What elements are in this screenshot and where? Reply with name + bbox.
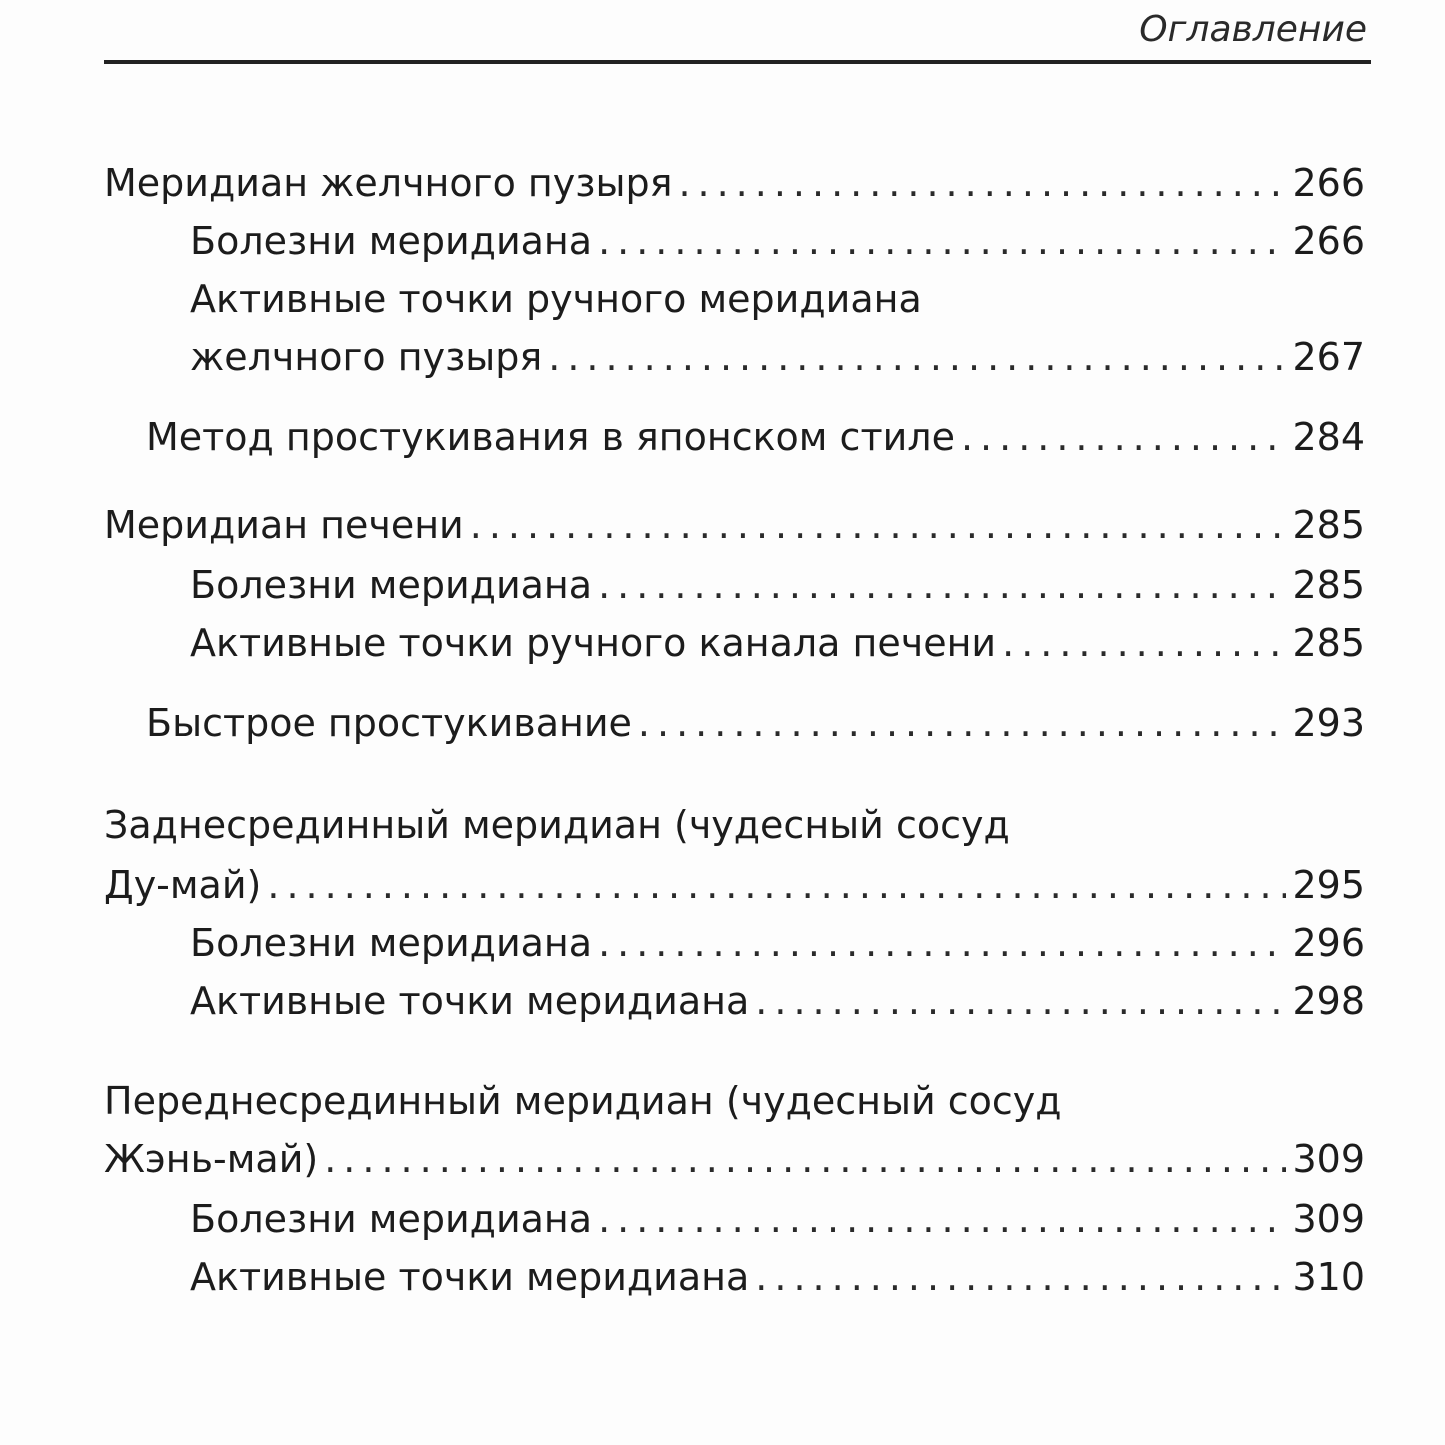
toc-entry-page: 293	[1292, 701, 1365, 745]
dot-leader	[678, 164, 1286, 202]
toc-entry[interactable]	[190, 979, 1365, 1023]
toc-entry[interactable]	[104, 863, 1365, 907]
toc-entry-page: 309	[1292, 1137, 1365, 1181]
toc-entry-page: 310	[1292, 1255, 1365, 1299]
toc-entry-title: Метод простукивания в японском стиле	[146, 415, 955, 459]
dot-leader	[638, 704, 1287, 742]
toc-entry-title: Болезни меридиана	[190, 1197, 593, 1241]
toc-entry-page: 266	[1292, 219, 1365, 263]
toc-entry-page: 295	[1292, 863, 1365, 907]
toc-entry[interactable]	[146, 701, 1365, 745]
dot-leader	[755, 982, 1286, 1020]
toc-entry-title: Ду-май)	[104, 863, 262, 907]
toc-entry[interactable]	[104, 1137, 1365, 1181]
dot-leader	[961, 418, 1287, 456]
toc-entry-page: 266	[1292, 161, 1365, 205]
toc-entry-title: Болезни меридиана	[190, 563, 593, 607]
toc-entry-page: 285	[1292, 621, 1365, 665]
toc-entry-page: 285	[1292, 503, 1365, 547]
toc-entry-title: желчного пузыря	[190, 335, 543, 379]
dot-leader	[598, 924, 1286, 962]
toc-entry[interactable]	[190, 563, 1365, 607]
toc-entry-title: Меридиан желчного пузыря	[104, 161, 673, 205]
running-header: Оглавление	[1139, 9, 1367, 50]
toc-entry[interactable]	[190, 621, 1365, 665]
toc-entry-title: Активные точки меридиана	[190, 1255, 750, 1299]
toc-entry[interactable]	[104, 503, 1365, 547]
toc-entry[interactable]	[104, 161, 1365, 205]
dot-leader	[1002, 624, 1286, 662]
toc-entry-title: Болезни меридиана	[190, 219, 593, 263]
toc-entry-page: 284	[1292, 415, 1365, 459]
toc-entry[interactable]	[190, 1255, 1365, 1299]
toc-entry-title: Активные точки меридиана	[190, 979, 750, 1023]
toc-entry-page: 267	[1292, 335, 1365, 379]
toc-entry[interactable]	[190, 921, 1365, 965]
toc-entry-title: Быстрое простукивание	[146, 701, 632, 745]
dot-leader	[598, 222, 1286, 260]
toc-entry-title: Болезни меридиана	[190, 921, 593, 965]
dot-leader	[470, 506, 1287, 544]
toc-entry-title-line[interactable]: Переднесрединный меридиан (чудесный сосуд	[104, 1079, 1062, 1123]
dot-leader	[267, 866, 1286, 904]
dot-leader	[755, 1258, 1286, 1296]
dot-leader	[598, 566, 1286, 604]
dot-leader	[598, 1200, 1286, 1238]
toc-entry[interactable]	[190, 219, 1365, 263]
toc-entry-title: Меридиан печени	[104, 503, 464, 547]
toc-entry-title: Жэнь-май)	[104, 1137, 319, 1181]
toc-entry[interactable]	[190, 1197, 1365, 1241]
dot-leader	[548, 338, 1286, 376]
toc-entry[interactable]	[146, 415, 1365, 459]
toc-entry-title: Активные точки ручного канала печени	[190, 621, 997, 665]
toc-entry-page: 298	[1292, 979, 1365, 1023]
toc-entry-title-line[interactable]: Активные точки ручного меридиана	[190, 277, 922, 321]
dot-leader	[324, 1140, 1286, 1178]
toc-entry[interactable]	[190, 335, 1365, 379]
toc-entry-page: 309	[1292, 1197, 1365, 1241]
toc-entry-title-line[interactable]: Заднесрединный меридиан (чудесный сосуд	[104, 803, 1010, 847]
toc-entry-page: 296	[1292, 921, 1365, 965]
toc-entry-page: 285	[1292, 563, 1365, 607]
